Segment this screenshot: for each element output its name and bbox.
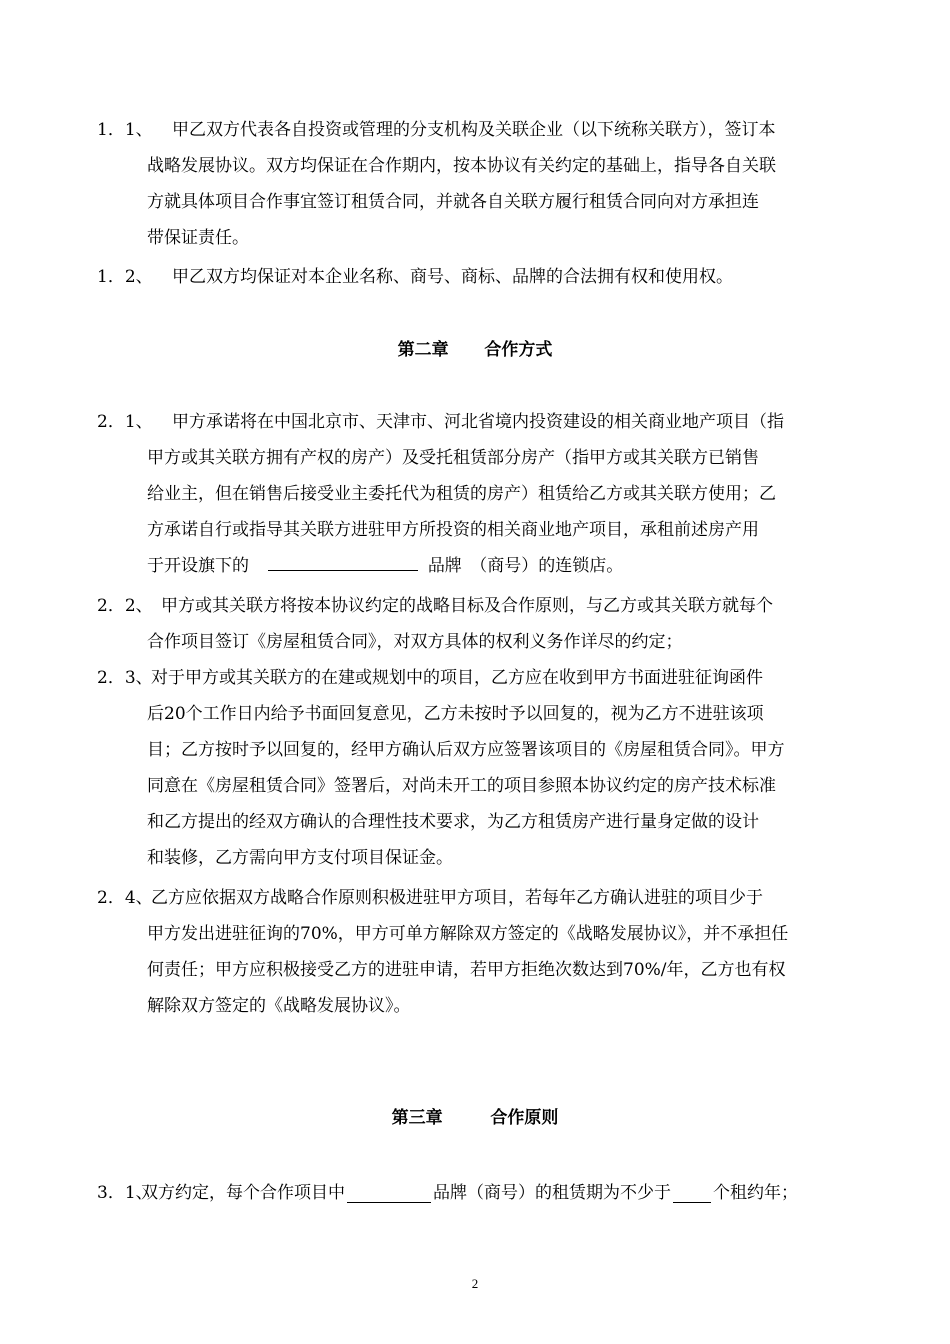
clause-number: 2．3、 — [97, 668, 153, 688]
clause-number: 1．2、 — [97, 267, 153, 287]
clause-line: 解除双方签定的《战略发展协议》。 — [147, 996, 411, 1016]
clause-number: 2．4、 — [97, 888, 153, 908]
chapter-2-heading — [0, 335, 950, 365]
chapter-3-heading — [0, 1103, 950, 1133]
clause-line: 何责任；甲方应积极接受乙方的进驻申请，若甲方拒绝次数达到70%/年，乙方也有权 — [147, 960, 786, 980]
clause-line: 战略发展协议。双方均保证在合作期内，按本协议有关约定的基础上，指导各自关联 — [147, 156, 776, 176]
clause-line: 乙方应依据双方战略合作原则积极进驻甲方项目，若每年乙方确认进驻的项目少于 — [151, 888, 763, 908]
clause-text: 品牌（商号）的租赁期为不少于 — [433, 1183, 671, 1203]
chapter-title: 合作原则 — [490, 1108, 559, 1128]
brand-blank-field[interactable] — [268, 552, 418, 571]
clause-line: 和装修，乙方需向甲方支付项目保证金。 — [147, 848, 453, 868]
chapter-label: 第三章 — [391, 1108, 443, 1128]
clause-line: 对于甲方或其关联方的在建或规划中的项目，乙方应在收到甲方书面进驻征询函件 — [151, 668, 763, 688]
clause-number: 3．1、 — [97, 1183, 153, 1203]
clause-line: 合作项目签订《房屋租赁合同》，对双方具体的权利义务作详尽的约定； — [147, 632, 683, 652]
clause-text: 个租约年； — [713, 1183, 798, 1203]
clause-number: 1．1、 — [97, 120, 153, 140]
clause-text: 双方约定，每个合作项目中 — [141, 1183, 345, 1203]
page-number: 2 — [471, 1276, 479, 1291]
clause-2-2 — [97, 588, 860, 660]
clause-number: 2．2、 — [97, 596, 153, 616]
clause-line: 甲方或其关联方将按本协议约定的战略目标及合作原则，与乙方或其关联方就每个 — [161, 596, 773, 616]
clause-2-3 — [97, 660, 860, 876]
clause-2-4 — [97, 880, 860, 1024]
clause-line: 甲乙双方均保证对本企业名称、商号、商标、品牌的合法拥有权和使用权。 — [172, 267, 733, 287]
clause-line: 带保证责任。 — [147, 228, 249, 248]
clause-1-2 — [97, 259, 860, 295]
clause-line-with-blank — [97, 548, 860, 584]
clause-number: 2．1、 — [97, 412, 153, 432]
clause-line: 方就具体项目合作事宜签订租赁合同，并就各自关联方履行租赁合同向对方承担连 — [147, 192, 759, 212]
term-years-blank-field[interactable] — [673, 1184, 711, 1203]
clause-line: 甲方承诺将在中国北京市、天津市、河北省境内投资建设的相关商业地产项目（指 — [172, 412, 784, 432]
clause-line: 甲方发出进驻征询的70%，甲方可单方解除双方签定的《战略发展协议》，并不承担任 — [147, 924, 789, 944]
clause-line: 同意在《房屋租赁合同》签署后，对尚未开工的项目参照本协议约定的房产技术标准 — [147, 776, 776, 796]
clause-3-1 — [97, 1175, 860, 1211]
clause-line: 甲乙双方代表各自投资或管理的分支机构及关联企业（以下统称关联方），签订本 — [172, 120, 776, 140]
clause-text: 品牌 （商号）的连锁店。 — [427, 556, 624, 576]
chapter-label: 第二章 — [397, 340, 449, 360]
clause-text: 于开设旗下的 — [147, 556, 249, 576]
clause-2-1 — [97, 404, 860, 584]
clause-line: 方承诺自行或指导其关联方进驻甲方所投资的相关商业地产项目，承租前述房产用 — [147, 520, 759, 540]
clause-line: 后20个工作日内给予书面回复意见，乙方未按时予以回复的，视为乙方不进驻该项 — [147, 704, 764, 724]
clause-line: 给业主，但在销售后接受业主委托代为租赁的房产）租赁给乙方或其关联方使用；乙 — [147, 484, 776, 504]
clause-1-1 — [97, 112, 860, 256]
clause-line: 和乙方提出的经双方确认的合理性技术要求，为乙方租赁房产进行量身定做的设计 — [147, 812, 759, 832]
chapter-title: 合作方式 — [484, 340, 553, 360]
clause-line: 甲方或其关联方拥有产权的房产）及受托租赁部分房产（指甲方或其关联方已销售 — [147, 448, 759, 468]
clause-line: 目；乙方按时予以回复的，经甲方确认后双方应签署该项目的《房屋租赁合同》。甲方 — [147, 740, 785, 760]
brand-blank-field[interactable] — [347, 1184, 431, 1203]
